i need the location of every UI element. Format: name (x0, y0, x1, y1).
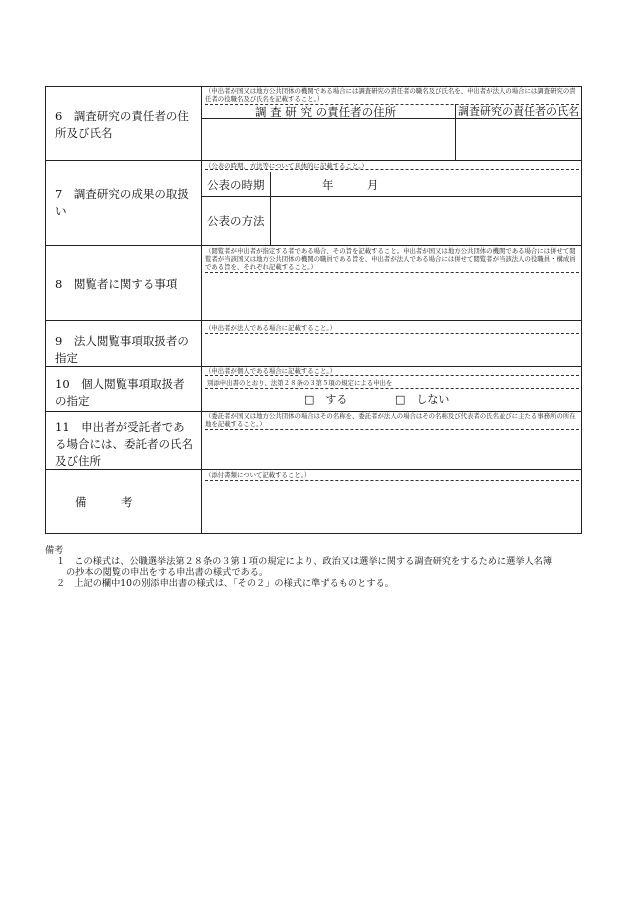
month-unit: 月 (367, 178, 379, 192)
row-6-label: 6 調査研究の責任者の住所及び氏名 (55, 109, 189, 140)
row-7-note: （公表の時期、方法等について具体的に記載すること。） (205, 162, 368, 170)
row-divider (45, 320, 582, 321)
row-divider (45, 245, 582, 246)
name-header: 調査研究の責任者の氏名 (458, 105, 579, 118)
footer-note-2: ２ 上記の欄中10の別添申出書の様式は、「その２」の様式に準ずるものとする。 (56, 578, 394, 589)
row-9-note: （申出者が法人である場合に記載すること。） (205, 324, 337, 332)
row-10-note: （申出者が個人である場合に記載すること。） (205, 367, 337, 375)
option-yes-checkbox[interactable]: □ する (304, 393, 348, 406)
corporate-handler-field[interactable] (202, 335, 581, 365)
footer-title: 備考 (45, 545, 64, 556)
dotted-rule (205, 388, 579, 389)
dotted-rule (205, 375, 579, 376)
publication-method-label: 公表の方法 (207, 214, 265, 228)
row-8-note: （閲覧者が申出者が指定する者である場合、その旨を記載すること。申出者が国又は地方公共団体の機関である場合には併せて閲覧者が当該国又は地方公共団体の機関の職員である旨を、申出者が法人である場合には併せて閲覧者が当該法人の役職員・構成員である旨を、それぞれ記載すること。） (205, 247, 576, 272)
address-header: 調 査 研 究 の責任者の住所 (255, 105, 397, 119)
row-11-label: 11 申出者が受託者である場合には、委託者の氏名及び住所 (55, 420, 193, 468)
consignor-field[interactable] (202, 431, 581, 468)
footer-note-1: １ この様式は、公職選挙法第２８条の３第１項の規定により、政治又は選挙に関する調査研究をするために選挙人名簿 (56, 556, 553, 567)
row-remarks-label: 備 考 (75, 495, 133, 509)
row-6-note: （申出者が国又は地方公共団体の機関である場合には調査研究の責任者の職名及び氏名を、申出者が法人の場合には調査研究の責任者の役職名及び氏名を記載すること。） (205, 87, 576, 104)
row-10-label: 10 個人閲覧事項取扱者の指定 (55, 377, 185, 408)
footer-note-1-cont: の抄本の閲覧の申出をする申出書の様式である。 (66, 567, 269, 578)
remarks-field[interactable] (202, 482, 581, 533)
address-field[interactable] (202, 119, 454, 159)
publication-timing-label: 公表の時期 (207, 178, 265, 192)
dotted-rule (205, 429, 579, 430)
dotted-rule (205, 169, 579, 170)
row-10-subnote: 別添申出書のとおり、法第２８条の３第５項の規定による申出を (207, 379, 393, 387)
year-unit: 年 (322, 178, 334, 192)
row-8-label: 8 閲覧者に関する事項 (55, 277, 178, 291)
dotted-rule (205, 333, 579, 334)
publication-method-field[interactable] (271, 197, 581, 244)
row-divider (45, 160, 582, 161)
dotted-rule (205, 272, 579, 273)
dotted-rule (205, 480, 579, 481)
row-9-label: 9 法人閲覧事項取扱者の指定 (55, 334, 189, 365)
name-field[interactable] (456, 119, 581, 159)
viewer-field[interactable] (202, 274, 581, 319)
option-no-checkbox[interactable]: □ しない (395, 393, 450, 406)
row-11-note: （委託者が国又は地方公共団体の場合はその名称を、委託者が法人の場合はその名称及び代表者の氏名並びに主たる事務所の所在地を記載すること。） (205, 412, 576, 429)
row-remarks-note: （添付書類について記載すること。） (205, 471, 311, 479)
row-7-label: 7 調査研究の成果の取扱い (55, 187, 189, 218)
